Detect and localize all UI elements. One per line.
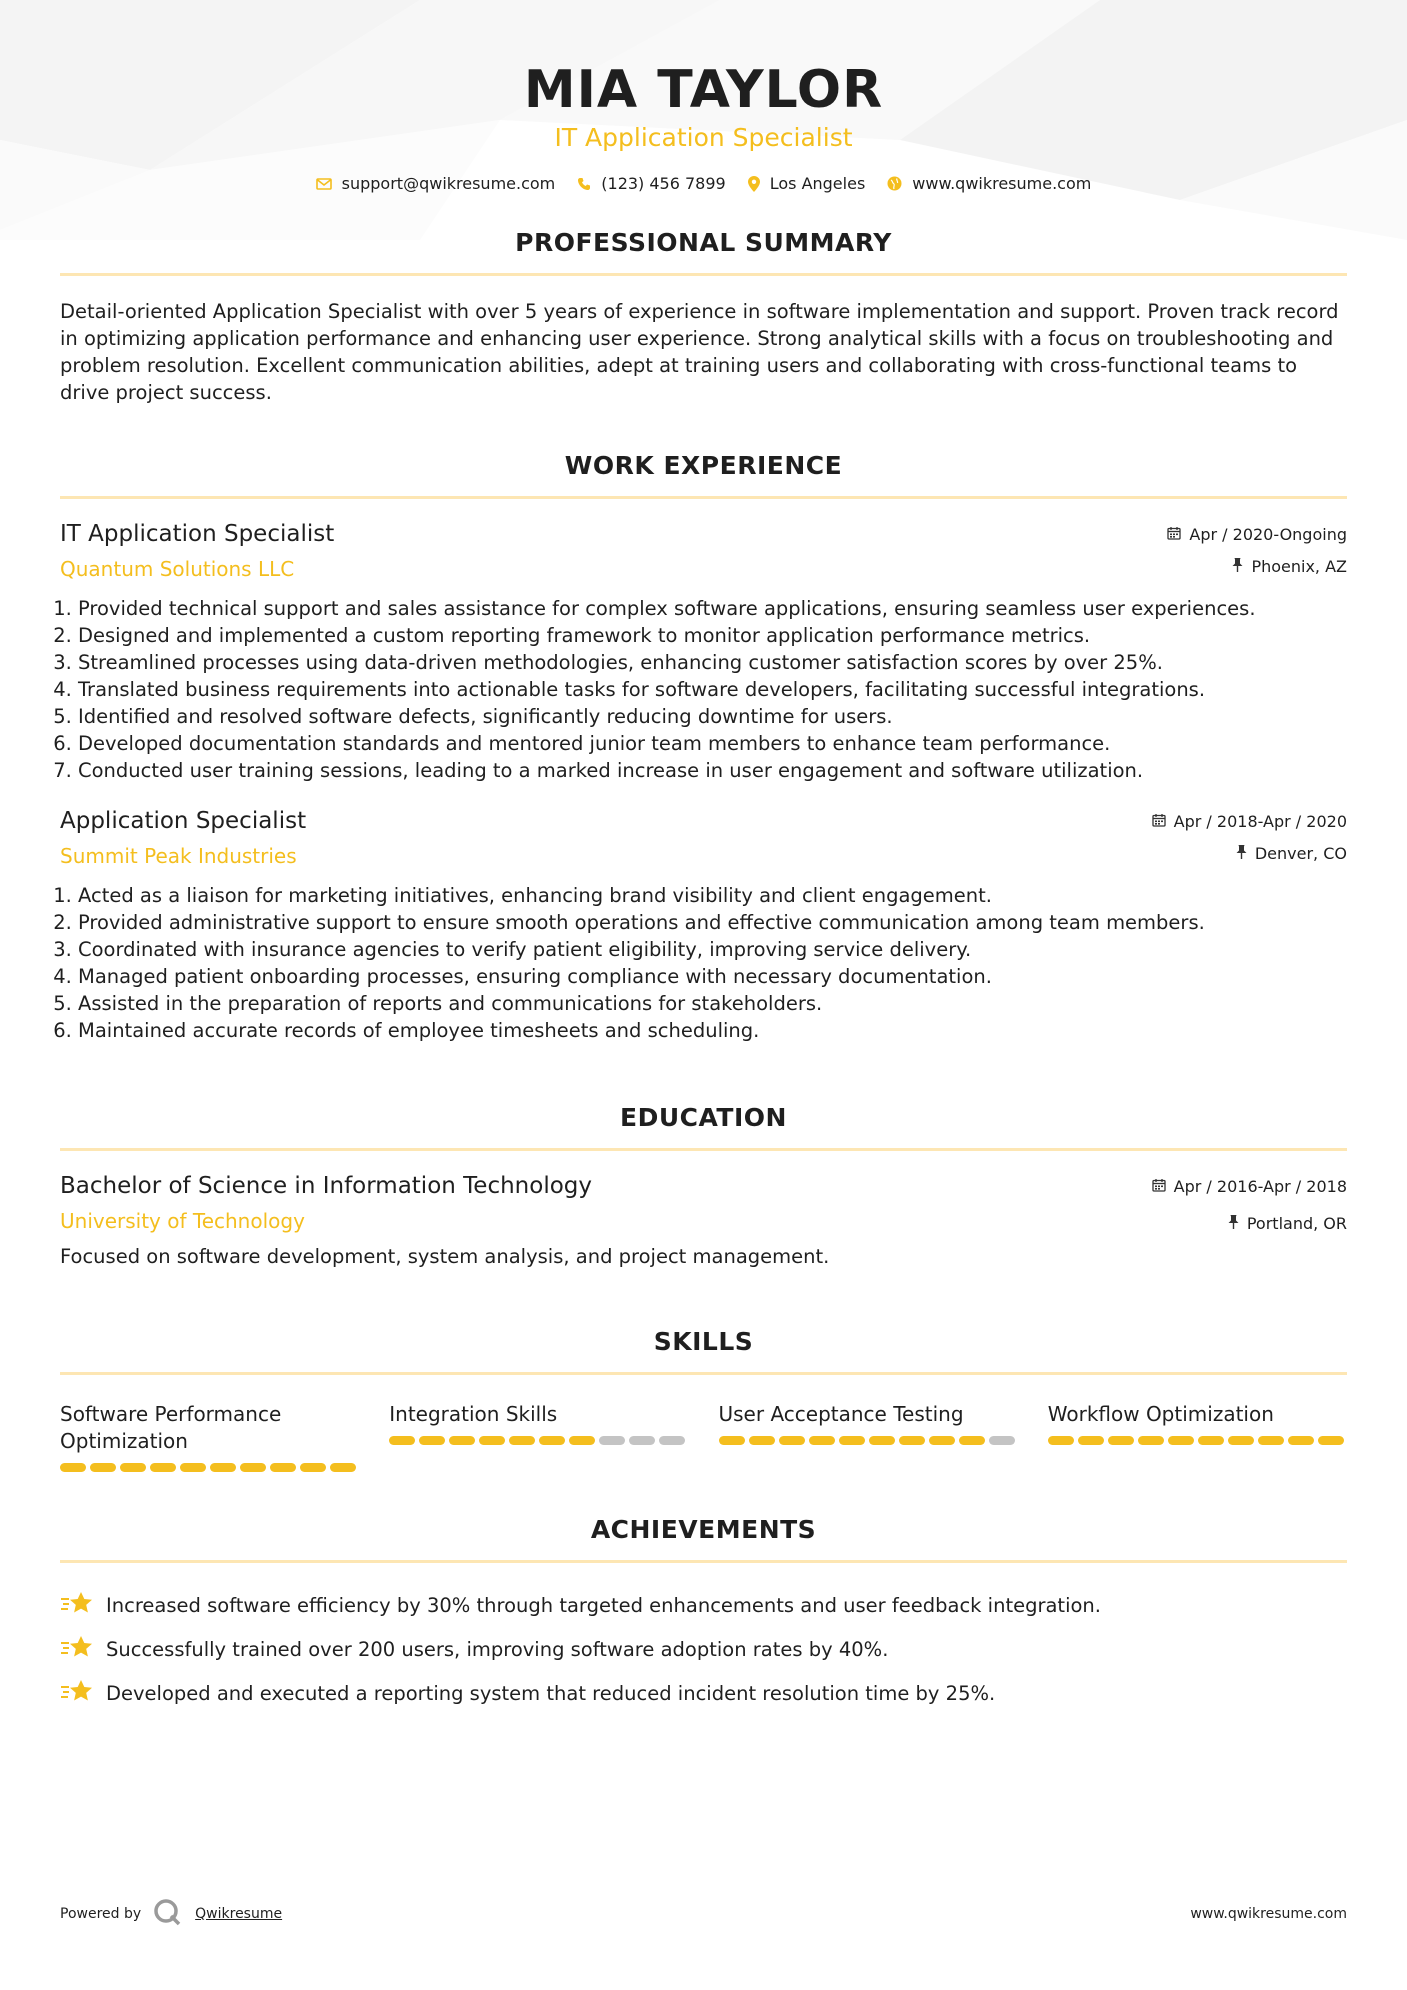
skill-segment-filled	[899, 1436, 925, 1445]
skill-segment-filled	[1258, 1436, 1284, 1445]
skill-segment-filled	[1318, 1436, 1344, 1445]
contact-location	[748, 174, 866, 193]
contact-website[interactable]	[887, 174, 1091, 193]
achievement-item	[60, 1583, 1347, 1627]
skill-segment-filled	[300, 1463, 326, 1472]
job-dates: Apr / 2018-Apr / 2020	[1173, 812, 1347, 831]
skill-segment-filled	[569, 1436, 595, 1445]
website-text: www.qwikresume.com	[912, 174, 1092, 193]
experience-heading: WORK EXPERIENCE	[564, 451, 843, 480]
summary-text: Detail-oriented Application Specialist with over 5 years of experience in software implementation and support. Proven track record in optimizing application performance and enhancing user experience. Strong analytical skills with a focus on troubleshooting and problem resolution. Excellent communication abilities, adept at training users and collaborating with cross-functional teams to drive project success.	[60, 300, 1339, 404]
achievements-heading: ACHIEVEMENTS	[590, 1515, 817, 1544]
section-divider	[60, 1372, 1347, 1375]
resume-header	[0, 0, 1407, 193]
achievement-item	[60, 1671, 1347, 1715]
education-dates: Apr / 2016-Apr / 2018	[1173, 1177, 1347, 1196]
experience-section	[60, 450, 1347, 1044]
skill-segment-filled	[120, 1463, 146, 1472]
pushpin-icon	[1232, 557, 1243, 577]
skills-heading: SKILLS	[653, 1327, 754, 1356]
bullet-item: 7. Conducted user training sessions, leading to a marked increase in user engagement and software utilization.	[78, 757, 1347, 784]
skill-segment-empty	[599, 1436, 625, 1445]
summary-heading: PROFESSIONAL SUMMARY	[515, 228, 892, 257]
skill-segment-filled	[1228, 1436, 1254, 1445]
skill-segment-empty	[659, 1436, 685, 1445]
bullet-item: 1. Acted as a liaison for marketing initiatives, enhancing brand visibility and client engagement.	[78, 882, 1347, 909]
skill-item	[389, 1401, 688, 1472]
bullet-item: 4. Managed patient onboarding processes, ensuring compliance with necessary documentation.	[78, 963, 1347, 990]
company-name: Summit Peak Industries	[60, 844, 297, 868]
education-location: Portland, OR	[1246, 1214, 1347, 1233]
bullet-item: 1. Provided technical support and sales assistance for complex software applications, ensuring seamless user experiences.	[78, 595, 1347, 622]
skills-section	[60, 1326, 1347, 1472]
bullet-item: 5. Assisted in the preparation of reports and communications for stakeholders.	[78, 990, 1347, 1017]
skill-segment-filled	[330, 1463, 356, 1472]
skill-name: Workflow Optimization	[1047, 1402, 1274, 1426]
skill-segment-filled	[1048, 1436, 1074, 1445]
skill-segment-filled	[150, 1463, 176, 1472]
skill-segment-filled	[1198, 1436, 1224, 1445]
achievements-section	[60, 1514, 1347, 1715]
calendar-icon	[1167, 525, 1181, 545]
skill-segment-filled	[749, 1436, 775, 1445]
skill-segment-empty	[629, 1436, 655, 1445]
skill-segment-filled	[60, 1463, 86, 1472]
achievement-text: Increased software efficiency by 30% through targeted enhancements and user feedback integration.	[106, 1593, 1101, 1617]
bullet-item: 6. Developed documentation standards and mentored junior team members to enhance team performance.	[78, 730, 1347, 757]
section-divider	[60, 496, 1347, 499]
skill-item	[719, 1401, 1018, 1472]
job-location: Denver, CO	[1254, 844, 1347, 863]
star-icon	[60, 1634, 94, 1665]
skill-segment-filled	[719, 1436, 745, 1445]
skill-name: Integration Skills	[389, 1402, 558, 1426]
bullet-item: 6. Maintained accurate records of employee timesheets and scheduling.	[78, 1017, 1347, 1044]
skill-segment-filled	[90, 1463, 116, 1472]
summary-section	[60, 227, 1347, 406]
company-name: Quantum Solutions LLC	[60, 557, 295, 581]
qwikresume-link[interactable]: Qwikresume	[195, 1906, 283, 1922]
candidate-title: IT Application Specialist	[554, 123, 853, 152]
contact-phone[interactable]	[577, 174, 725, 193]
skill-segment-filled	[1108, 1436, 1134, 1445]
skill-segment-filled	[1288, 1436, 1314, 1445]
qwikresume-logo-icon	[153, 1898, 183, 1930]
section-divider	[60, 1148, 1347, 1151]
email-text: support@qwikresume.com	[341, 174, 556, 193]
achievement-text: Successfully trained over 200 users, improving software adoption rates by 40%.	[106, 1637, 889, 1661]
achievements-list	[60, 1583, 1347, 1715]
resume-content	[60, 227, 1347, 1715]
skill-level-bar	[719, 1436, 1018, 1445]
achievement-item	[60, 1627, 1347, 1671]
job-title: Application Specialist	[60, 808, 307, 834]
star-icon	[60, 1678, 94, 1709]
skill-segment-filled	[180, 1463, 206, 1472]
calendar-icon	[1152, 812, 1166, 832]
skill-item	[60, 1401, 359, 1472]
skill-segment-filled	[869, 1436, 895, 1445]
degree-title: Bachelor of Science in Information Technology	[60, 1173, 592, 1199]
phone-icon	[577, 177, 591, 191]
skill-segment-filled	[419, 1436, 445, 1445]
skill-segment-filled	[809, 1436, 835, 1445]
skill-item	[1048, 1401, 1347, 1472]
skill-segment-filled	[839, 1436, 865, 1445]
job-entry	[60, 806, 1347, 1044]
achievement-text: Developed and executed a reporting system that reduced incident resolution time by 25%.	[106, 1681, 996, 1705]
skill-segment-filled	[929, 1436, 955, 1445]
calendar-icon	[1152, 1177, 1166, 1197]
skill-level-bar	[1048, 1436, 1347, 1445]
pushpin-icon	[1228, 1214, 1239, 1234]
location-text: Los Angeles	[769, 174, 866, 193]
skill-level-bar	[60, 1463, 359, 1472]
footer-website[interactable]: www.qwikresume.com	[1190, 1906, 1347, 1922]
bullet-item: 3. Streamlined processes using data-driven methodologies, enhancing customer satisfaction scores by over 25%.	[78, 649, 1347, 676]
bullet-item: 5. Identified and resolved software defects, significantly reducing downtime for users.	[78, 703, 1347, 730]
star-icon	[60, 1590, 94, 1621]
candidate-name: MIA TAYLOR	[523, 60, 884, 120]
skill-segment-filled	[449, 1436, 475, 1445]
skills-grid	[60, 1401, 1347, 1472]
skill-segment-filled	[479, 1436, 505, 1445]
bullet-item: 2. Provided administrative support to ensure smooth operations and effective communication among team members.	[78, 909, 1347, 936]
contact-row	[0, 174, 1407, 193]
skill-segment-empty	[989, 1436, 1015, 1445]
pushpin-icon	[1236, 844, 1247, 864]
skill-segment-filled	[959, 1436, 985, 1445]
bullet-item: 2. Designed and implemented a custom reporting framework to monitor application performance metrics.	[78, 622, 1347, 649]
phone-text: (123) 456 7899	[601, 174, 726, 193]
contact-email[interactable]	[316, 174, 556, 193]
envelope-icon	[316, 178, 332, 190]
skill-segment-filled	[539, 1436, 565, 1445]
skill-segment-filled	[509, 1436, 535, 1445]
skill-segment-filled	[270, 1463, 296, 1472]
skill-segment-filled	[1078, 1436, 1104, 1445]
skill-name: User Acceptance Testing	[718, 1402, 964, 1426]
page-footer	[60, 1898, 1347, 1930]
school-name: University of Technology	[60, 1209, 305, 1233]
education-entry	[60, 1171, 1347, 1270]
job-bullets	[60, 595, 1347, 784]
globe-icon	[887, 176, 902, 191]
education-description: Focused on software development, system analysis, and project management.	[60, 1245, 830, 1268]
skill-segment-filled	[1138, 1436, 1164, 1445]
job-dates: Apr / 2020-Ongoing	[1189, 525, 1347, 544]
job-entry	[60, 519, 1347, 784]
section-divider	[60, 1560, 1347, 1563]
powered-by	[60, 1898, 282, 1930]
skill-level-bar	[389, 1436, 688, 1445]
skill-segment-filled	[1168, 1436, 1194, 1445]
skill-segment-filled	[210, 1463, 236, 1472]
education-section	[60, 1102, 1347, 1270]
job-bullets	[60, 882, 1347, 1044]
skill-name: Software Performance Optimization	[60, 1402, 282, 1453]
bullet-item: 4. Translated business requirements into actionable tasks for software developers, facilitating successful integrations.	[78, 676, 1347, 703]
job-title: IT Application Specialist	[60, 521, 335, 547]
skill-segment-filled	[779, 1436, 805, 1445]
section-divider	[60, 273, 1347, 276]
job-location: Phoenix, AZ	[1251, 557, 1347, 576]
map-pin-icon	[748, 176, 760, 192]
skill-segment-filled	[389, 1436, 415, 1445]
powered-by-label: Powered by	[60, 1906, 142, 1922]
skill-segment-filled	[240, 1463, 266, 1472]
education-heading: EDUCATION	[620, 1103, 787, 1132]
bullet-item: 3. Coordinated with insurance agencies to verify patient eligibility, improving service delivery.	[78, 936, 1347, 963]
